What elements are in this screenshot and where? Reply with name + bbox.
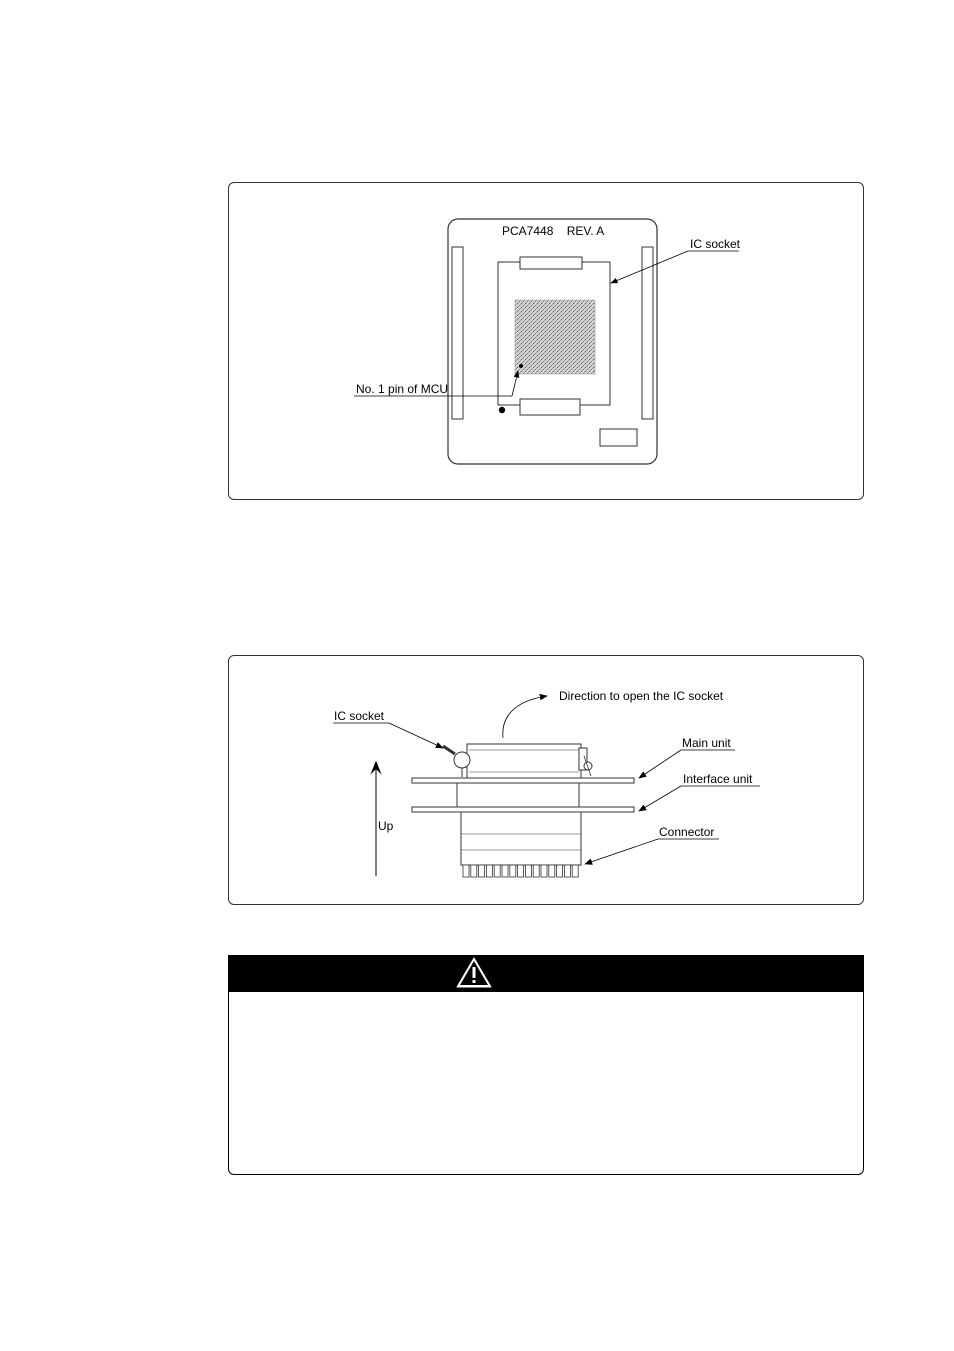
connector-body — [461, 812, 581, 865]
right-header — [642, 247, 653, 419]
interface-unit-leader — [639, 786, 681, 811]
mcu-pin1-dot — [519, 364, 523, 368]
connector-pin — [557, 865, 563, 877]
connector-pin — [502, 865, 508, 877]
small-component — [600, 429, 637, 446]
connector-pin — [494, 865, 500, 877]
connector-pin — [525, 865, 531, 877]
interface-unit-label: Interface unit — [683, 772, 753, 786]
interface-unit-board — [412, 807, 634, 812]
connector-pin — [564, 865, 570, 877]
ic-socket-label: IC socket — [690, 237, 741, 251]
connector-pin — [471, 865, 477, 877]
spacer-block — [457, 783, 579, 807]
socket-index-dot — [499, 407, 505, 413]
socket-lever — [454, 752, 470, 768]
connector-pin — [510, 865, 516, 877]
figure-board-top-view — [228, 182, 864, 500]
direction-arrow — [503, 696, 547, 738]
socket-body — [467, 744, 581, 778]
side-view-diagram — [229, 656, 865, 906]
left-header — [452, 247, 463, 419]
connector-pin — [549, 865, 555, 877]
warning-header — [228, 955, 864, 992]
main-unit-board — [412, 778, 634, 783]
connector-pin — [486, 865, 492, 877]
warning-box — [228, 955, 864, 1175]
ic-socket-label-side: IC socket — [334, 709, 385, 723]
ic-socket-leader — [611, 251, 688, 283]
pin1-leader — [512, 371, 518, 396]
connector-pin — [518, 865, 524, 877]
board-top-view-diagram — [229, 183, 865, 501]
connector-pin — [479, 865, 485, 877]
direction-label: Direction to open the IC socket — [559, 689, 724, 703]
warning-triangle-icon — [228, 955, 864, 992]
main-unit-label: Main unit — [682, 736, 731, 750]
socket-top-latch — [520, 257, 582, 269]
connector-pin — [541, 865, 547, 877]
ic-socket-leader-side — [389, 723, 443, 748]
connector-pins — [463, 865, 578, 877]
main-unit-leader — [639, 750, 681, 778]
socket-bottom-latch — [520, 399, 580, 415]
connector-pin — [572, 865, 578, 877]
mcu-chip — [515, 300, 595, 374]
pin1-label: No. 1 pin of MCU — [356, 382, 449, 396]
board-label: PCA7448 REV. A — [502, 224, 605, 238]
figure-side-view — [228, 655, 864, 905]
connector-label: Connector — [659, 825, 715, 839]
connector-leader — [585, 839, 658, 864]
connector-pin — [463, 865, 469, 877]
up-label: Up — [378, 819, 394, 833]
connector-pin — [533, 865, 539, 877]
